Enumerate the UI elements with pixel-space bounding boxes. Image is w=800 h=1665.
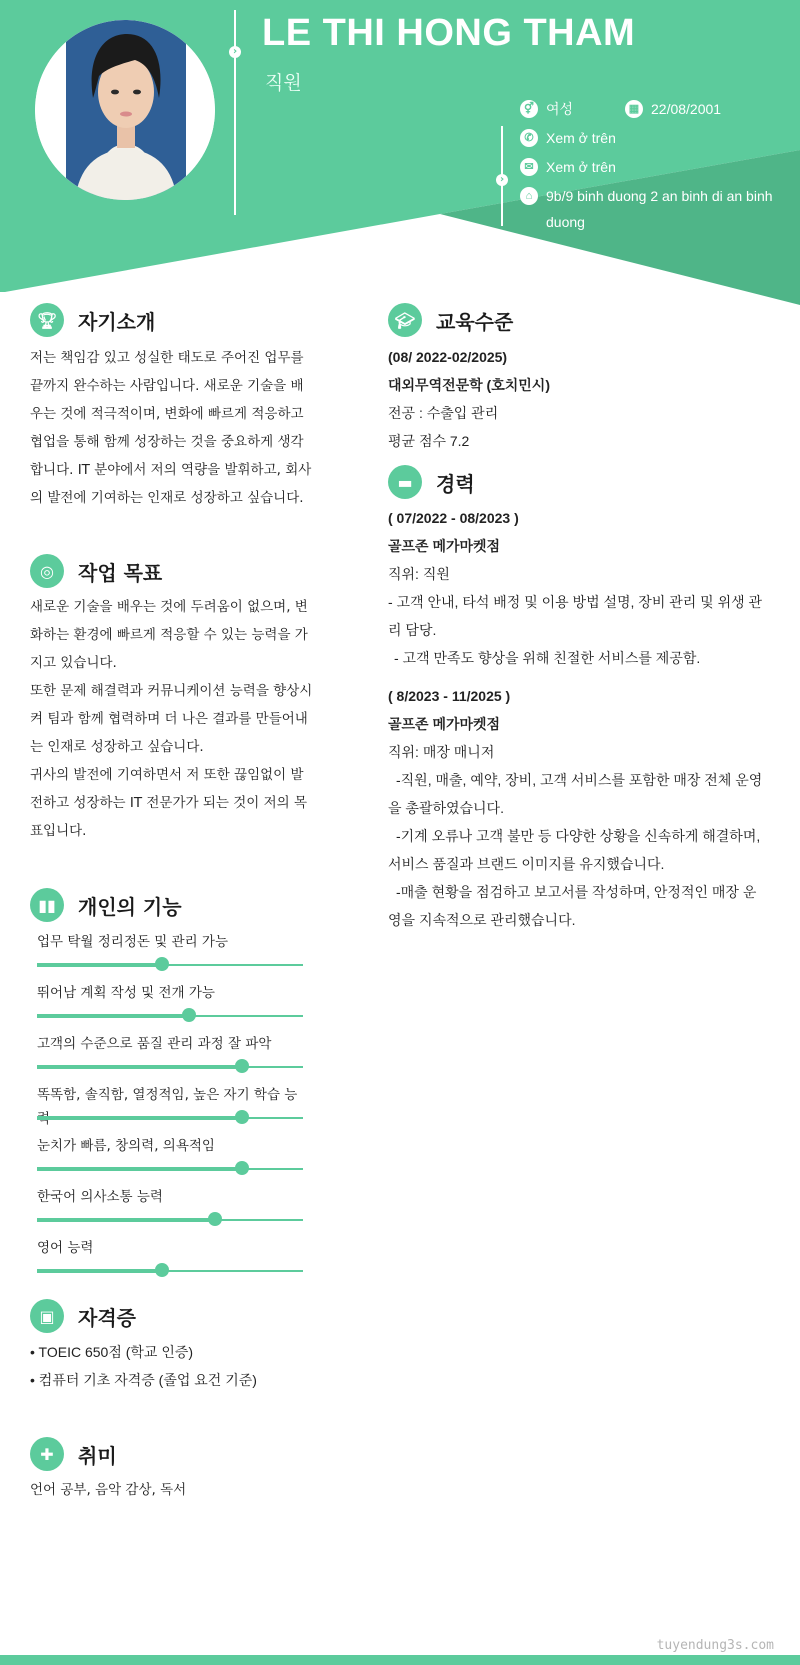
job-description: -기계 오류나 고객 불만 등 다양한 상황을 신속하게 해결하며, 서비스 품질과 브랜드 이미지를 유지했습니다. [388, 828, 761, 872]
bar-chart-icon: ▮▮ [30, 888, 64, 922]
experience-title: 경력 [436, 471, 475, 496]
skill-fill [37, 1218, 215, 1222]
job-company: 골프존 메가마켓점 [388, 716, 501, 732]
profile-photo [35, 20, 215, 200]
goals-paragraph: 귀사의 발전에 기여하면서 저 또한 끊임없이 발전하고 성장하는 IT 전문가가 되는 것이 저의 목표입니다. [30, 767, 308, 839]
skill-knob [235, 1161, 249, 1175]
skill-item [37, 1134, 307, 1170]
candidate-name: LE THI HONG THAM [262, 12, 636, 54]
skill-fill [37, 1116, 242, 1120]
goals-title: 작업 목표 [78, 560, 163, 585]
certs-list [30, 1338, 330, 1394]
experience-job [388, 504, 763, 672]
goals-text [30, 593, 315, 845]
skill-fill [37, 1014, 189, 1018]
skill-item [37, 1083, 307, 1119]
skill-knob [155, 957, 169, 971]
home-icon: ⌂ [520, 187, 538, 205]
job-description: -매출 현황을 점검하고 보고서를 작성하며, 안정적인 매장 운영을 지속적으로 관리했습니다. [388, 884, 757, 928]
cert-item: • TOEIC 650점 (학교 인증) [30, 1344, 194, 1360]
skill-track [37, 1066, 303, 1068]
skill-track [37, 1270, 303, 1272]
education-period: (08/ 2022-02/2025) [388, 349, 508, 365]
certs-heading [30, 1299, 136, 1333]
job-period: ( 8/2023 - 11/2025 ) [388, 688, 511, 704]
gender-icon: ⚥ [520, 100, 538, 118]
certificate-icon: ▣ [30, 1299, 64, 1333]
birthday-value: 22/08/2001 [651, 101, 722, 117]
intro-text: 저는 책임감 있고 성실한 태도로 주어진 업무를 끝까지 완수하는 사람입니다. 새로운 기술을 배우는 것에 적극적이며, 변화에 빠르게 적응하고 협업을 통해 함께 성장하는 것을 중요하게 생각합니다. IT 분야에서 저의 역량을 발휘하고, 회사의 발전에 기여하는 인재로 성장하고 싶습니다. [30, 350, 312, 506]
certs-title: 자격증 [78, 1305, 136, 1330]
cert-item: • 컴퓨터 기초 자격증 (졸업 요건 기준) [30, 1372, 257, 1388]
skill-track [37, 1168, 303, 1170]
chevron-right-icon: › [496, 174, 508, 186]
phone-info [520, 125, 616, 151]
skill-label: 뛰어남 계획 작성 및 전개 가능 [37, 985, 215, 1001]
skill-fill [37, 1269, 162, 1273]
job-position: 직위: 직원 [388, 566, 450, 582]
education-school: 대외무역전문학 (호치민시) [388, 377, 550, 393]
skill-track [37, 1117, 303, 1119]
footer-bar [0, 1655, 800, 1665]
skill-item [37, 1032, 307, 1068]
briefcase-icon: ▬ [388, 465, 422, 499]
skill-item [37, 981, 307, 1017]
phone-icon: ✆ [520, 129, 538, 147]
skill-label: 눈치가 빠름, 창의력, 의욕적임 [37, 1138, 215, 1154]
address-info [520, 183, 780, 235]
portrait-image [35, 20, 215, 200]
gamepad-icon: ✚ [30, 1437, 64, 1471]
target-icon: ◎ [30, 554, 64, 588]
job-period: ( 07/2022 - 08/2023 ) [388, 510, 519, 526]
email-value: Xem ở trên [546, 159, 616, 175]
header-divider [234, 10, 236, 215]
skill-label: 업무 탁월 정리정돈 및 관리 가능 [37, 934, 228, 950]
job-company: 골프존 메가마켓점 [388, 538, 501, 554]
gender-info [520, 96, 573, 122]
address-value: 9b/9 binh duong 2 an binh di an binh duong [546, 188, 773, 230]
hobby-heading [30, 1437, 117, 1471]
watermark: tuyendung3s.com [656, 1638, 774, 1653]
chevron-right-icon: › [229, 46, 241, 58]
skill-fill [37, 1167, 242, 1171]
goals-heading [30, 554, 162, 588]
skill-label: 똑똑함, 솔직함, 열정적임, 높은 자기 학습 능 [37, 1087, 298, 1103]
email-info [520, 154, 616, 180]
skill-track [37, 964, 303, 966]
phone-value: Xem ở trên [546, 130, 616, 146]
goals-paragraph: 또한 문제 해결력과 커뮤니케이션 능력을 향상시켜 팀과 함께 협력하며 더 나은 결과를 만들어내는 인재로 성장하고 싶습니다. [30, 683, 313, 755]
skill-item [37, 1185, 307, 1221]
goals-paragraph: 새로운 기술을 배우는 것에 두려움이 없으며, 변화하는 환경에 빠르게 적응할 수 있는 능력을 가지고 있습니다. [30, 599, 308, 671]
skill-label: 한국어 의사소통 능력 [37, 1189, 163, 1205]
birthday-info [625, 96, 721, 122]
hobby-text: 언어 공부, 음악 감상, 독서 [30, 1482, 187, 1498]
experience-heading [388, 465, 475, 499]
graduation-cap-icon: 🎓︎ [388, 303, 422, 337]
education-score: 평균 점수 7.2 [388, 433, 470, 449]
job-description: -직원, 매출, 예약, 장비, 고객 서비스를 포함한 매장 전체 운영을 총괄하였습니다. [388, 772, 763, 816]
trophy-icon: 🏆︎ [30, 303, 64, 337]
skill-item [37, 1236, 307, 1272]
skill-knob [208, 1212, 222, 1226]
education-title: 교육수준 [436, 309, 514, 334]
job-description: - 고객 만족도 향상을 위해 친절한 서비스를 제공함. [394, 650, 701, 666]
envelope-icon: ✉ [520, 158, 538, 176]
job-position: 직위: 매장 매니저 [388, 744, 495, 760]
candidate-role: 직원 [265, 72, 302, 94]
skill-knob [235, 1059, 249, 1073]
skill-knob [155, 1263, 169, 1277]
skill-label: 영어 능력 [37, 1240, 94, 1256]
skill-fill [37, 963, 162, 967]
intro-heading [30, 303, 155, 337]
skill-item [37, 930, 307, 966]
skill-knob [235, 1110, 249, 1124]
calendar-icon: ▦ [625, 100, 643, 118]
education-block [388, 343, 768, 455]
skills-title: 개인의 기능 [78, 894, 182, 919]
education-heading [388, 303, 513, 337]
skill-label: 고객의 수준으로 품질 관리 과정 잘 파악 [37, 1036, 272, 1052]
hobby-title: 취미 [78, 1443, 117, 1468]
skill-fill [37, 1065, 242, 1069]
skill-knob [182, 1008, 196, 1022]
intro-title: 자기소개 [78, 309, 156, 334]
skills-heading [30, 888, 182, 922]
education-major: 전공 : 수출입 관리 [388, 405, 499, 421]
skill-track [37, 1015, 303, 1017]
job-description: - 고객 안내, 타석 배정 및 이용 방법 설명, 장비 관리 및 위생 관리 담당. [388, 594, 763, 638]
gender-value: 여성 [546, 101, 574, 117]
skill-track [37, 1219, 303, 1221]
experience-job [388, 682, 763, 934]
